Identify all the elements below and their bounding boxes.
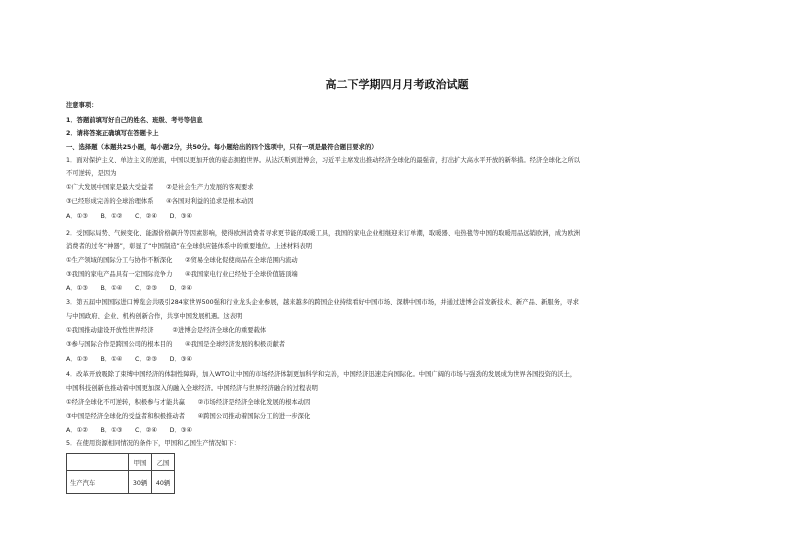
production-table	[66, 453, 175, 494]
table-header-cell	[67, 454, 129, 471]
q4-stem-line2: 中国科技创新也推动着中国更加深入的融入全球经济。中国经济与世界经济融合的过程表明	[66, 385, 318, 392]
q4-stem-line1: 4．改革开放吸除了束缚中国经济的体制性障碍，加入WTO让中国的市场经济体制更加科学和完善，中国经济迅速走向国际化。中国广阔的市场与强劲的发展成为世界各国投资的沃土，	[66, 371, 577, 378]
q2-options-row2: ③我国的家电产品具有一定国际竞争力 ④我国家电行业已经处于全球价值链顶端	[66, 271, 298, 278]
q1-options-row2: ③已经形成完善的全球治理体系 ④各国对利益的追求是根本动因	[66, 198, 254, 205]
q1-options-row1: ①广大发展中国家是最大受益者 ②是社会生产力发展的客观要求	[66, 184, 254, 191]
q1-answer-choices: A．①③ B．①② C．②④ D．③④	[66, 213, 193, 220]
q1-stem-line2: 不可逆转，是因为	[66, 170, 117, 177]
note-1: 1．答题前填写好自己的姓名、班级、考号等信息	[66, 117, 203, 124]
q3-options-row1: ①我国推动建设开放性世界经济 ②进博会是经济全球化的重要载体	[66, 327, 267, 334]
q2-stem-line1: 2．受国际局势、气候变化、能源价格飙升等因素影响，使得欧洲消费者寻求更节能的取暖工具，我国的家电企业相继迎来订单潮，取暖器、电热毯等中国的取暖用品远销欧洲，成为欧洲	[66, 230, 581, 237]
q4-options-row1: ①经济全球化不可逆转，积极参与才能共赢 ②市场经济是经济全球化发展的根本动因	[66, 399, 311, 406]
table-header-row	[67, 454, 175, 471]
section-heading: 一、选择题（本题共25小题，每小题2分，共50分。每小题给出的四个选项中，只有一项是最符合题目要求的）	[66, 144, 378, 151]
q3-options-row2: ③参与国际合作是跨国公司的根本目的 ④我国是全球经济发展的积极贡献者	[66, 341, 286, 348]
page-title: 高二下学期四月月考政治试题	[325, 78, 469, 91]
table-cell: 生产汽车	[67, 471, 129, 494]
notes-heading: 注意事项：	[66, 102, 98, 109]
q1-stem-line1: 1．面对保护主义、单边主义的逆流，中国以更加开放的姿态拥抱世界。从达沃斯到进博会，习近平主席发出推动经济全球化的最强音，打出扩大高水平开放的新举措。经济全球化之所以	[66, 157, 581, 164]
q2-stem-line2: 消费者的过冬“神器”，彰显了“中国制造”在全球供应链体系中的重要地位。上述材料表明	[66, 243, 313, 250]
table-cell: 40辆	[152, 471, 175, 494]
table-cell: 30辆	[129, 471, 152, 494]
q2-answer-choices: A．①③ B．①④ C．②③ D．②④	[66, 285, 193, 292]
table-header-cell: 乙国	[152, 454, 175, 471]
q3-answer-choices: A．①③ B．①④ C．②③ D．③④	[66, 356, 193, 363]
table-row	[67, 471, 175, 494]
q4-answer-choices: A．①② B．①③ C．②④ D．③④	[66, 427, 193, 434]
note-2: 2．请将答案正确填写在答题卡上	[66, 130, 159, 137]
q5-stem: 5．在使用资源相同情况的条件下，甲国和乙国生产情况如下：	[66, 440, 241, 447]
q3-stem-line1: 3．第五届中国国际进口博览会共吸引284家世界500强和行业龙头企业参展，越来越多的跨国企业持续看好中国市场、深耕中国市场，并通过进博会首发新技术、新产品、新服务，寻求	[66, 299, 579, 306]
q3-stem-line2: 与中国政府、企业、机构创新合作，共享中国发展机遇。这表明	[66, 313, 243, 320]
q2-options-row1: ①生产领域的国际分工与协作不断深化 ②贸易全球化促使商品在全球范围内流动	[66, 257, 298, 264]
table-header-cell: 甲国	[129, 454, 152, 471]
q4-options-row2: ③中国是经济全球化的受益者和积极推动者 ④跨国公司推动着国际分工的进一步深化	[66, 413, 311, 420]
